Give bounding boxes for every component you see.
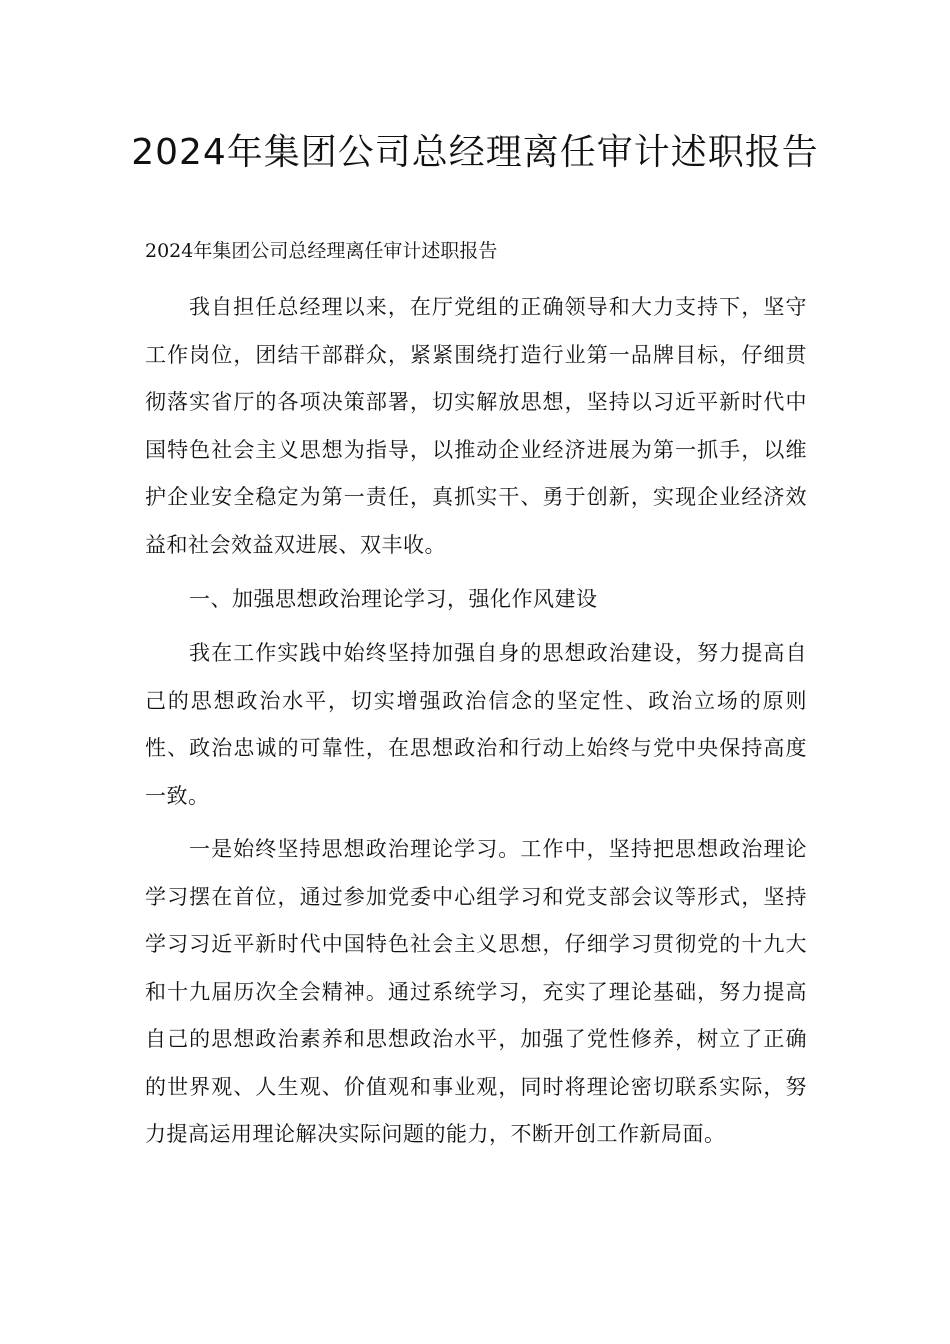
paragraph-intro: 我自担任总经理以来，在厅党组的正确领导和大力支持下，坚守工作岗位，团结干部群众，紧紧围绕打造行业第一品牌目标，仔细贯彻落实省厅的各项决策部署，切实解放思想，坚持以习近平新时代中国特色社会主义思想为指导，以推动企业经济进展为第一抓手，以维护企业安全稳定为第一责任，真抓实干、勇于创新，实现企业经济效益和社会效益双进展、双丰收。	[145, 295, 807, 557]
paragraph-section-intro: 我在工作实践中始终坚持加强自身的思想政治建设，努力提高自己的思想政治水平，切实增强政治信念的坚定性、政治立场的原则性、政治忠诚的可靠性，在思想政治和行动上始终与党中央保持高度一致。	[145, 641, 807, 808]
paragraph-theory-study: 一是始终坚持思想政治理论学习。工作中，坚持把思想政治理论学习摆在首位，通过参加党委中心组学习和党支部会议等形式，坚持学习习近平新时代中国特色社会主义思想，仔细学习贯彻党的十九大和十九届历次全会精神。通过系统学习，充实了理论基础，努力提高自己的思想政治素养和思想政治水平，加强了党性修养，树立了正确的世界观、人生观、价值观和事业观，同时将理论密切联系实际，努力提高运用理论解决实际问题的能力，不断开创工作新局面。	[145, 837, 807, 1146]
document-subtitle: 2024年集团公司总经理离任审计述职报告	[145, 240, 498, 262]
document-title: 2024年集团公司总经理离任审计述职报告	[131, 132, 819, 173]
section-heading: 一、加强思想政治理论学习，强化作风建设	[189, 587, 598, 611]
